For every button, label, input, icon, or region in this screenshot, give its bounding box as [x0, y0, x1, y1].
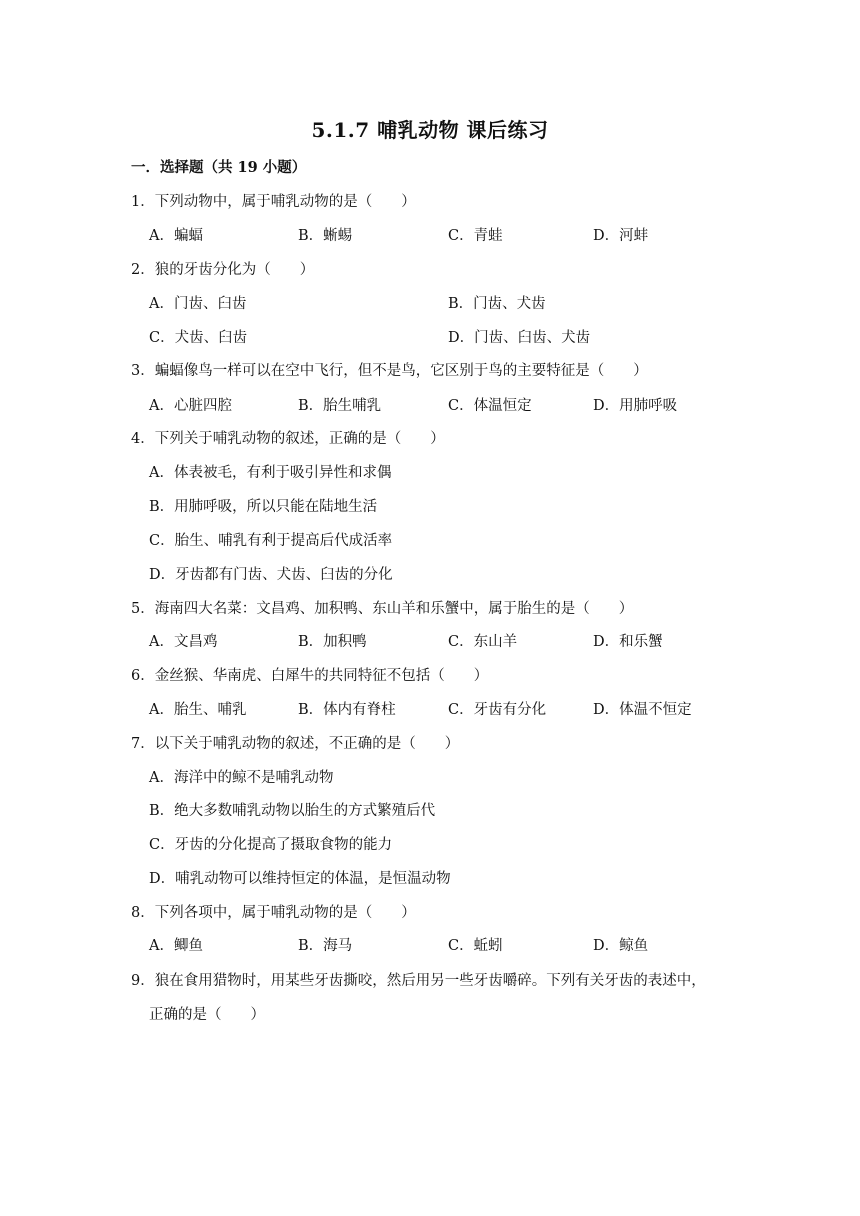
question-1-option-d: D．河蚌 [593, 228, 649, 244]
question-2-option-b: B．门齿、犬齿 [448, 296, 546, 312]
question-6-option-c: C．牙齿有分化 [448, 702, 547, 718]
question-8-option-c: C．蚯蚓 [448, 938, 503, 954]
question-5-option-d: D．和乐蟹 [593, 634, 663, 650]
question-3-option-c: C．体温恒定 [448, 398, 532, 414]
question-5-stem: 5．海南四大名菜：文昌鸡、加积鸭、东山羊和乐蟹中，属于胎生的是（ ） [131, 601, 634, 617]
question-8-option-d: D．鲸鱼 [593, 938, 649, 954]
section-heading: 一．选择题（共 19 小题） [131, 159, 307, 176]
question-3-option-b: B．胎生哺乳 [298, 398, 382, 414]
question-8-option-b: B．海马 [298, 938, 353, 954]
question-5-option-a: A．文昌鸡 [149, 634, 218, 650]
question-3-stem: 3．蝙蝠像鸟一样可以在空中飞行，但不是鸟，它区别于鸟的主要特征是（ ） [131, 363, 648, 379]
question-3-option-d: D．用肺呼吸 [593, 398, 678, 414]
question-4-option-b: B．用肺呼吸，所以只能在陆地生活 [149, 499, 378, 515]
question-2-option-c: C．犬齿、臼齿 [149, 330, 248, 346]
question-5-option-c: C．东山羊 [448, 634, 518, 650]
question-6-option-a: A．胎生、哺乳 [149, 702, 247, 718]
question-8-stem: 8．下列各项中，属于哺乳动物的是（ ） [131, 905, 416, 921]
question-4-stem: 4．下列关于哺乳动物的叙述，正确的是（ ） [131, 431, 445, 447]
question-1-option-c: C．青蛙 [448, 228, 503, 244]
page-title: 5.1.7 哺乳动物 课后练习 [311, 118, 549, 142]
question-6-option-d: D．体温不恒定 [593, 702, 692, 718]
question-7-option-d: D．哺乳动物可以维持恒定的体温，是恒温动物 [149, 871, 451, 887]
question-3-option-a: A．心脏四腔 [149, 398, 232, 414]
question-6-stem: 6．金丝猴、华南虎、白犀牛的共同特征不包括（ ） [131, 668, 489, 684]
question-4-option-a: A．体表被毛，有利于吸引异性和求偶 [149, 465, 392, 481]
question-6-option-b: B．体内有脊柱 [298, 702, 396, 718]
question-7-option-a: A．海洋中的鲸不是哺乳动物 [149, 770, 334, 786]
question-7-option-c: C．牙齿的分化提高了摄取食物的能力 [149, 837, 393, 853]
question-9-stem-line-1: 9．狼在食用猎物时，用某些牙齿撕咬，然后用另一些牙齿嚼碎。下列有关牙齿的表述中， [131, 973, 706, 989]
question-1-option-b: B．蜥蜴 [298, 228, 353, 244]
question-2-option-d: D．门齿、臼齿、犬齿 [448, 330, 591, 346]
question-9-stem-line-2: 正确的是（ ） [149, 1007, 265, 1023]
question-1-stem: 1．下列动物中，属于哺乳动物的是（ ） [131, 194, 416, 210]
question-7-stem: 7．以下关于哺乳动物的叙述，不正确的是（ ） [131, 736, 460, 752]
question-4-option-d: D．牙齿都有门齿、犬齿、臼齿的分化 [149, 567, 393, 583]
question-5-option-b: B．加积鸭 [298, 634, 367, 650]
question-2-stem: 2．狼的牙齿分化为（ ） [131, 262, 315, 278]
question-1-option-a: A．蝙蝠 [149, 228, 203, 244]
question-2-option-a: A．门齿、臼齿 [149, 296, 247, 312]
question-8-option-a: A．鲫鱼 [149, 938, 203, 954]
question-4-option-c: C．胎生、哺乳有利于提高后代成活率 [149, 533, 393, 549]
question-7-option-b: B．绝大多数哺乳动物以胎生的方式繁殖后代 [149, 803, 436, 819]
